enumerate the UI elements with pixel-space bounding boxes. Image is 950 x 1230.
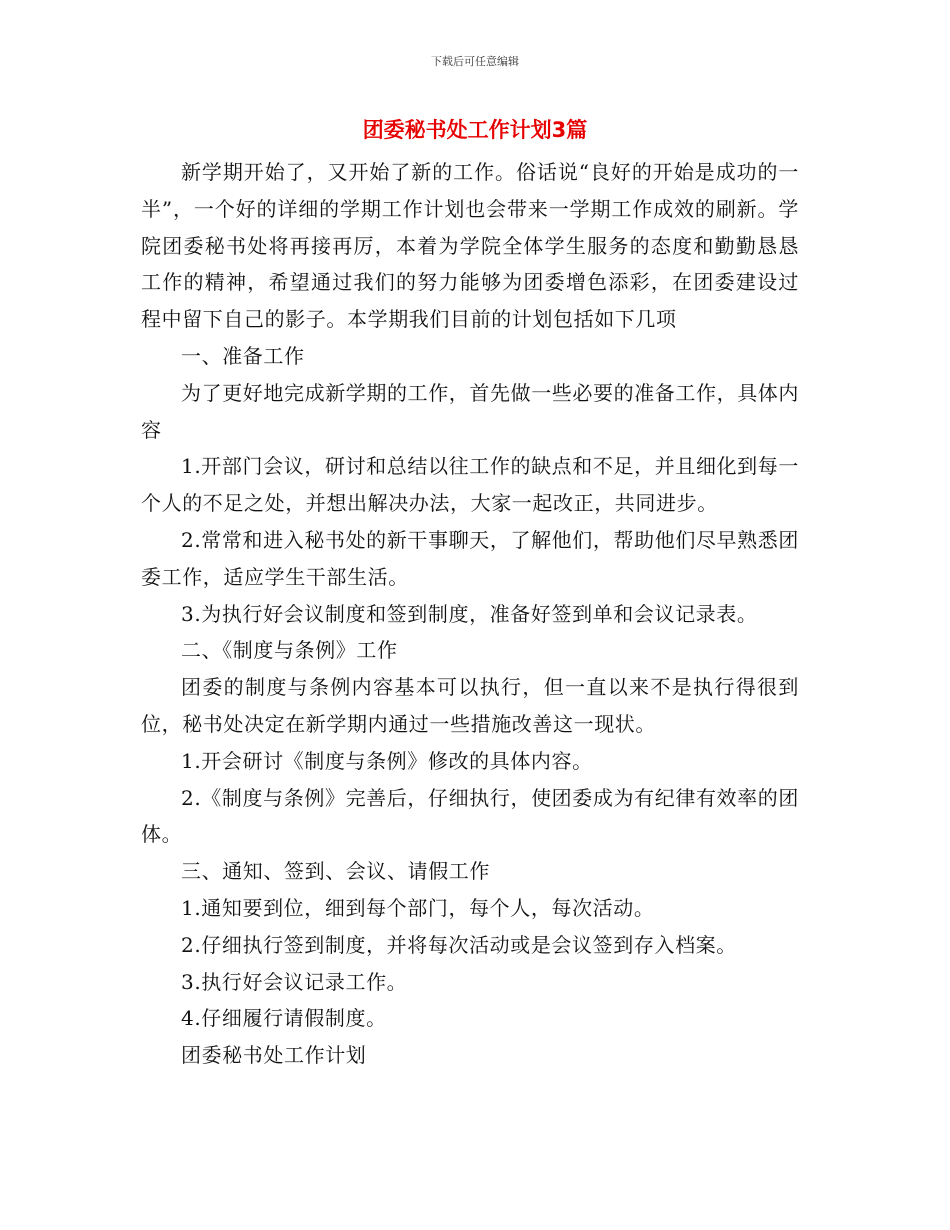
section-heading-2: 二、《制度与条例》工作 (181, 638, 398, 663)
list-item: 1.开部门会议，研讨和总结以往工作的缺点和不足，并且细化到每一个人的不足之处，并想出解决办法，大家一起改正，共同进步。 (141, 454, 799, 516)
list-item: 3.为执行好会议制度和签到制度，准备好签到单和会议记录表。 (181, 601, 758, 626)
document-body (141, 154, 799, 1074)
subtitle: 团委秘书处工作计划 (181, 1043, 367, 1068)
list-item: 3.执行好会议记录工作。 (181, 969, 408, 994)
list-item: 2.仔细执行签到制度，并将每次活动或是会议签到存入档案。 (181, 932, 737, 957)
paragraph-intro: 新学期开始了，又开始了新的工作。俗话说“良好的开始是成功的一半”，一个好的详细的学期工作计划也会带来一学期工作成效的刷新。学院团委秘书处将再接再厉，本着为学院全体学生服务的态度和勤勤恳恳工作的精神，希望通过我们的努力能够为团委增色添彩，在团委建设过程中留下自己的影子。本学期我们目前的计划包括如下几项 (141, 160, 799, 332)
page-header-note: 下载后可任意编辑 (431, 55, 519, 68)
paragraph: 为了更好地完成新学期的工作，首先做一些必要的准备工作，具体内容 (141, 380, 799, 442)
document-title: 团委秘书处工作计划3篇 (362, 118, 588, 142)
paragraph: 团委的制度与条例内容基本可以执行，但一直以来不是执行得很到位，秘书处决定在新学期内通过一些措施改善这一现状。 (141, 675, 799, 736)
list-item: 4.仔细履行请假制度。 (181, 1006, 387, 1031)
list-item: 1.通知要到位，细到每个部门，每个人，每次活动。 (181, 895, 655, 920)
section-heading-3: 三、通知、签到、会议、请假工作 (181, 859, 490, 884)
list-item: 2.常常和进入秘书处的新干事聊天，了解他们，帮助他们尽早熟悉团委工作，适应学生干部生活。 (141, 527, 799, 589)
section-heading-1: 一、准备工作 (181, 343, 305, 368)
list-item: 1.开会研讨《制度与条例》修改的具体内容。 (181, 748, 593, 773)
list-item: 2.《制度与条例》完善后，仔细执行，使团委成为有纪律有效率的团体。 (141, 785, 799, 847)
